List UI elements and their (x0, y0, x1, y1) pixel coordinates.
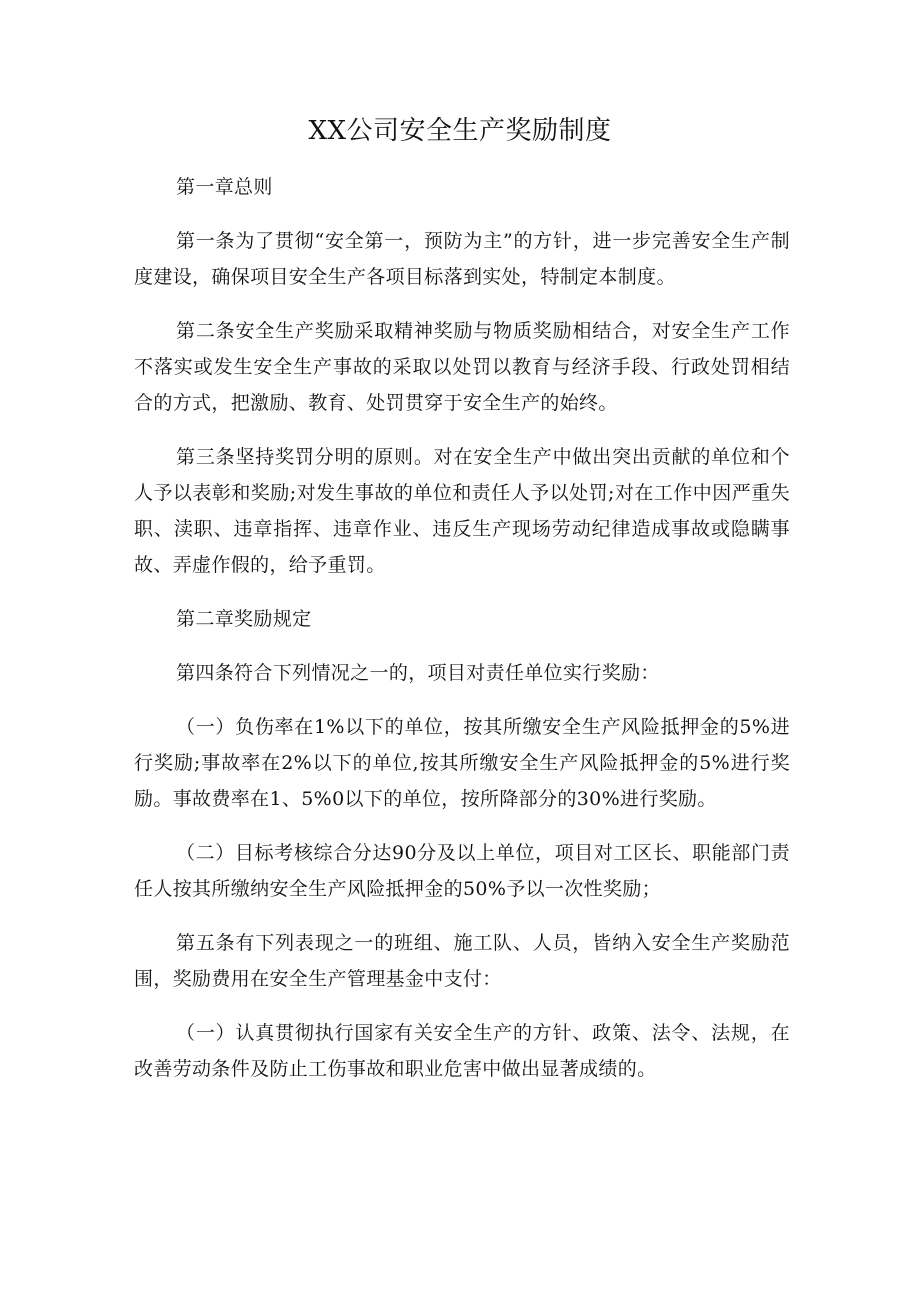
article-2-paragraph: 第二条安全生产奖励采取精神奖励与物质奖励相结合，对安全生产工作不落实或发生安全生产事故的采取以处罚以教育与经济手段、行政处罚相结合的方式，把激励、教育、处罚贯穿于安全生产的始终。 (134, 320, 790, 414)
document-title: XX公司安全生产奖励制度 (308, 116, 612, 146)
document-body (134, 169, 790, 1087)
article-4-item-2: （二）目标考核综合分达90分及以上单位，项目对工区长、职能部门责任人按其所缴纳安全生产风险抵押金的50%予以一次性奖励； (134, 842, 790, 900)
article-5-item-1: （一）认真贯彻执行国家有关安全生产的方针、政策、法令、法规，在改善劳动条件及防止工伤事故和职业危害中做出显著成绩的。 (134, 1022, 790, 1080)
article-4-paragraph: 第四条符合下列情况之一的，项目对责任单位实行奖励： (176, 662, 660, 684)
chapter-heading-rewards: 第二章奖励规定 (176, 608, 312, 630)
chapter-heading-general: 第一章总则 (176, 176, 273, 198)
article-1-paragraph: 第一条为了贯彻“安全第一，预防为主”的方针，进一步完善安全生产制度建设，确保项目安全生产各项目标落到实处，特制定本制度。 (134, 230, 790, 288)
article-5-paragraph: 第五条有下列表现之一的班组、施工队、人员，皆纳入安全生产奖励范围，奖励费用在安全生产管理基金中支付： (134, 932, 790, 990)
article-4-item-1: （一）负伤率在1%以下的单位，按其所缴安全生产风险抵押金的5%进行奖励;事故率在2%以下的单位,按其所缴安全生产风险抵押金的5%进行奖励。事故费率在1、5%0以下的单位，按所降部分的30%进行奖励。 (134, 716, 790, 810)
article-3-paragraph: 第三条坚持奖罚分明的原则。对在安全生产中做出突出贡献的单位和个人予以表彰和奖励;对发生事故的单位和责任人予以处罚;对在工作中因严重失职、渎职、违章指挥、违章作业、违反生产现场劳动纪律造成事故或隐瞒事故、弄虚作假的，给予重罚。 (134, 446, 790, 576)
